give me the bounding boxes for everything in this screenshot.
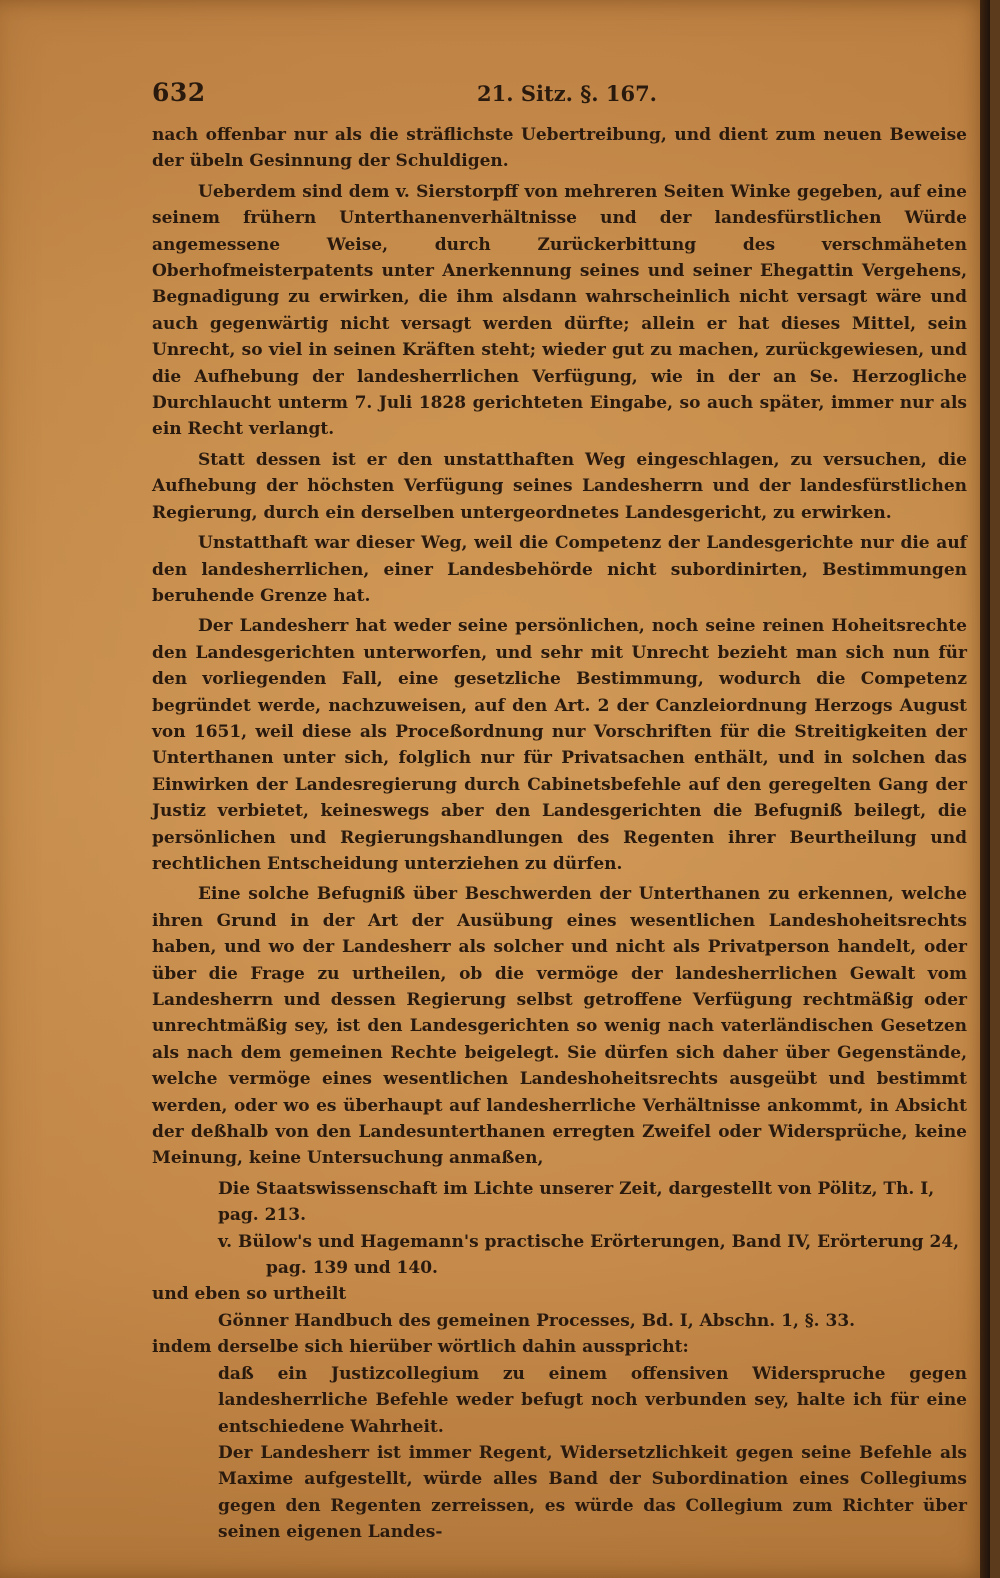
paragraph: Eine solche Befugniß über Beschwerden der Unterthanen zu erkennen, welche ihren Grund in der Art der Ausübung eines wesentlichen Landeshoheitsrechts haben, und wo der Landesherr als solcher und nicht als Privatperson handelt, oder über die Frage zu urtheilen, ob die vermöge der landesherrlichen Gewalt vom Landesherrn und dessen Regierung selbst getroffene Verfügung rechtmäßig oder unrechtmäßig sey, ist den Landesgerichten so wenig nach vaterländischen Gesetzen als nach dem gemeinen Rechte beigelegt. Sie dürfen sich daher über Gegenstände, welche vermöge eines wesentlichen Landeshoheitsrechts ausgeübt und bestimmt werden, oder wo es überhaupt auf landesherrliche Verhältnisse ankommt, in Absicht der deßhalb von den Landesunterthanen erregten Zweifel oder Widersprüche, keine Meinung, keine Untersuchung anmaßen,: [152, 884, 967, 1169]
quotation: daß ein Justizcollegium zu einem offensiven Widerspruche gegen landesherrliche Befehle weder befugt noch verbunden sey, halte ich für eine entschiedene Wahrheit.: [218, 1363, 967, 1437]
paragraph: Unstatthaft war dieser Weg, weil die Competenz der Landesgerichte nur die auf den landesherrlichen, einer Landesbehörde nicht subordinirten, Bestimmungen beruhende Grenze hat.: [152, 533, 967, 606]
paragraph: Ueberdem sind dem v. Sierstorpff von mehreren Seiten Winke gegeben, auf eine seinem frühern Unterthanenverhältnisse und der landesfürstlichen Würde angemessene Weise, durch Zurückerbittung des verschmäheten Oberhofmeisterpatents unter Anerkennung seines und seiner Ehegattin Vergehens, Begnadigung zu erwirken, die ihm alsdann wahrscheinlich nicht versagt wäre und auch gegenwärtig nicht versagt werden dürfte; allein er hat dieses Mittel, sein Unrecht, so viel in seinen Kräften steht; wieder gut zu machen, zurückgewiesen, und die Aufhebung der landesherrlichen Verfügung, wie in der an Se. Herzogliche Durchlaucht unterm 7. Juli 1828 gerichteten Eingabe, so auch später, immer nur als ein Recht verlangt.: [152, 181, 967, 440]
binding-edge: [980, 0, 990, 1578]
connector-text: und eben so urtheilt: [152, 1284, 347, 1305]
running-head: 21. Sitz. §. 167.: [477, 81, 657, 106]
quotation: Der Landesherr ist immer Regent, Widersetzlichkeit gegen seine Befehle als Maxime aufgestellt, würde alles Band der Subordination eines Collegiums gegen den Regenten zerreissen, es würde das Collegium zum Richter über seinen eigenen Landes-: [218, 1442, 967, 1543]
page-number: 632: [152, 78, 206, 107]
page-header: [152, 78, 982, 112]
connector-text: indem derselbe sich hierüber wörtlich dahin ausspricht:: [152, 1337, 689, 1358]
citation: v. Bülow's und Hagemann's practische Erörterungen, Band IV, Erörterung 24, pag. 139 und 140.: [218, 1231, 960, 1279]
citation: Gönner Handbuch des gemeinen Processes, Bd. I, Abschn. 1, §. 33.: [218, 1310, 856, 1331]
paragraph: Statt dessen ist er den unstatthaften Weg eingeschlagen, zu versuchen, die Aufhebung der höchsten Verfügung seines Landesherrn und der landesfürstlichen Regierung, durch ein derselben untergeordnetes Landesgericht, zu erwirken.: [152, 449, 967, 523]
body-text: [152, 122, 967, 1546]
paragraph: nach offenbar nur als die sträflichste Uebertreibung, und dient zum neuen Beweise der übeln Gesinnung der Schuldigen.: [152, 125, 967, 172]
citation: Die Staatswissenschaft im Lichte unserer Zeit, dargestellt von Pölitz, Th. I, pag. 213.: [218, 1178, 935, 1226]
paragraph: Der Landesherr hat weder seine persönlichen, noch seine reinen Hoheitsrechte den Landesgerichten unterworfen, und sehr mit Unrecht bezieht man sich nun für den vorliegenden Fall, eine gesetzliche Bestimmung, wodurch die Competenz begründet werde, nachzuweisen, auf den Art. 2 der Canzleiordnung Herzogs August von 1651, weil diese als Proceßordnung nur Vorschriften für die Streitigkeiten der Unterthanen unter sich, folglich nur für Privatsachen enthält, und in solchen das Einwirken der Landesregierung durch Cabinetsbefehle auf den geregelten Gang der Justiz verbietet, keineswegs aber den Landesgerichten die Befugniß beilegt, die persönlichen und Regierungshandlungen des Regenten ihrer Beurtheilung und rechtlichen Entscheidung unterziehen zu dürfen.: [152, 616, 967, 874]
